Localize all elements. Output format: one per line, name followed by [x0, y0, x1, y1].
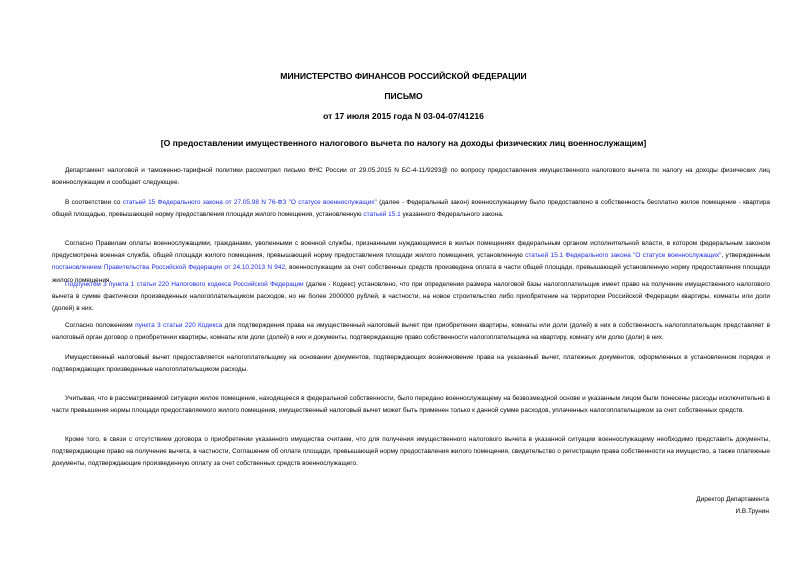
- link-tax-code-220-1-3[interactable]: Подпунктом 3 пункта 1 статьи 220 Налогового кодекса Российской Федерации: [65, 281, 304, 288]
- paragraph-4-text-1: (далее - Кодекс) установлено, что при определении размера налоговой базы налогоплательщик имеет право на получение имущественного налогового вычета в сумме фактически произведенных налогоплательщиком расходов, но не более 2000000 рублей, в частности, на новое строительство либо приобретение на территории Российской Федерации квартиры, комнаты или доли (долей) в них.: [52, 281, 770, 313]
- paragraph-2-text-1: В соответствии со: [65, 199, 123, 206]
- link-article-15-federal-law[interactable]: статьей 15 Федерального закона от 27.05.98 N 76-ФЗ "О статусе военнослужащих": [122, 199, 377, 206]
- signature-position: Директор Департамента: [696, 496, 769, 503]
- paragraph-3-text-3: , военнослужащим за счет собственных средств произведена оплата в части общей площади, превышающей установленную норму предоставления площади жилого помещения.: [52, 264, 770, 284]
- document-subject: [О предоставлении имущественного налогового вычета по налогу на доходы физических лиц военнослужащим]: [160, 138, 647, 148]
- paragraph-2-text-3: указанного Федерального закона.: [400, 211, 504, 219]
- paragraph-5-text-2: для подтверждения права на имущественный налоговый вычет при приобретении квартиры, комнаты или доли (долей) в них в собственность налогоплательщик представляет в налоговый орган договор о приобретении квартиры, комнаты или доли (долей) в них и документы, подтверждающие право собственности налогоплательщика на квартиру, комнату или долю (доли) в них.: [52, 322, 770, 342]
- paragraph-1: Департамент налоговой и таможенно-тарифной политики рассмотрел письмо ФНС России от 29.05.2015 N БС-4-11/9293@ по вопросу предоставления имущественного налогового вычета по налогу на доходы физических лиц военнослужащим и сообщает следующее.: [52, 167, 770, 187]
- paragraph-7: Учитывая, что в рассматриваемой ситуации жилое помещение, находящееся в федеральной собственности, было передано военнослужащему на безвозмездной основе и указанным лицом были понесены расходы исключительно в части превышения нормы площади предоставляемого жилого помещения, имущественный налоговый вычет может быть применен только к данной сумме расходов, уплаченных налогоплательщиком за счет собственных средств.: [52, 395, 770, 415]
- paragraph-3-text-1: Согласно Правилам оплаты военнослужащими, гражданами, уволенными с военной службы, признанными нуждающимися в жилых помещениях федеральным органом исполнительной власти, в котором федеральным законом предусмотрена военная служба, общей площади жилого помещения, превышающей норму предоставления площади жилого помещения, установленную: [52, 240, 770, 260]
- link-article-15-1[interactable]: статьей 15.1: [363, 211, 401, 219]
- link-article-15-1-federal-law[interactable]: статьей 15.1 Федерального закона "О статусе военнослужащих": [525, 252, 722, 260]
- paragraph-8: Кроме того, в связи с отсутствием договора о приобретении указанного имущества считаем, что для получения имущественного налогового вычета в указанной ситуации военнослужащему необходимо представить документы, подтверждающие право на получение вычета, в частности, Соглашение об оплате площади, превышающей норму предоставления жилого помещения, свидетельство о регистрации права собственности на имущество, а также платежные документы, подтверждающие произведенную оплату за счет собственных средств военнослужащего.: [52, 436, 771, 468]
- signature-name: И.В.Трунин: [735, 508, 769, 515]
- link-government-resolution-942[interactable]: постановлением Правительства Российской Федерации от 24.10.2013 N 942: [52, 264, 286, 272]
- paragraph-5-text-1: Согласно положениям: [65, 322, 136, 329]
- paragraph-6: Имущественный налоговый вычет предоставляется налогоплательщику на основании документов, подтверждающих возникновение права на указанный вычет, платежных документов, оформленных в установленном порядке и подтверждающих произведенные налогоплательщиком расходы.: [52, 354, 770, 374]
- paragraph-5: [52, 320, 770, 344]
- document-date-number: от 17 июля 2015 года N 03-04-07/41216: [323, 111, 484, 121]
- ministry-heading: МИНИСТЕРСТВО ФИНАНСОВ РОССИЙСКОЙ ФЕДЕРАЦИИ: [280, 71, 527, 81]
- paragraph-2: [52, 197, 770, 221]
- paragraph-2-text-2: (далее - Федеральный закон) военнослужащему было предоставлено в собственность бесплатно жилое помещение - квартира общей площадью, превышающей норму предоставления площади жилого помещения, установленную: [52, 199, 770, 219]
- paragraph-3-text-2: , утвержденным: [721, 252, 770, 260]
- link-tax-code-220-3[interactable]: пункта 3 статьи 220 Кодекса: [135, 322, 223, 329]
- paragraph-4: [52, 279, 770, 316]
- document-type: ПИСЬМО: [384, 91, 423, 101]
